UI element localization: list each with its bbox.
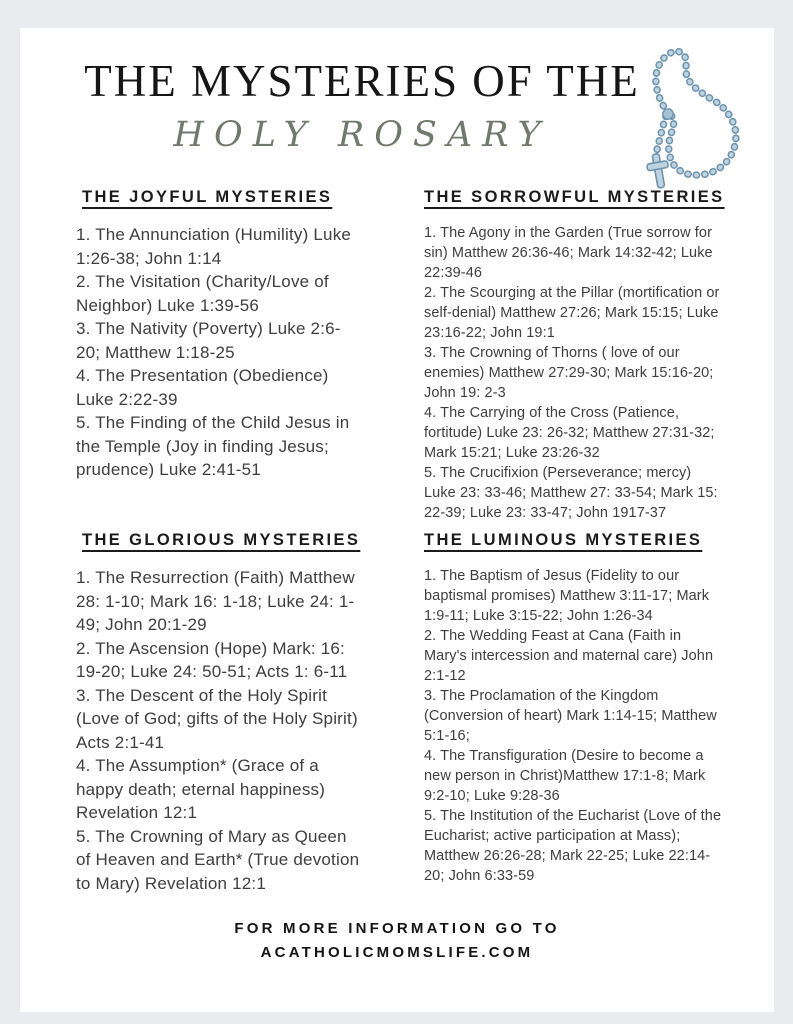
mystery-item: 1. The Resurrection (Faith) Matthew 28: 1-10; Mark 16: 1-18; Luke 24: 1-49; John 20:1-29 <box>76 568 355 635</box>
mystery-item: 2. The Scourging at the Pillar (mortification or self-denial) Matthew 27:26; Mark 15:15; Luke 23:16-22; John 19:1 <box>424 285 720 342</box>
mystery-item: 4. The Carrying of the Cross (Patience, fortitude) Luke 23: 26-32; Matthew 27:31-32; Mark 15:21; Luke 23:26-32 <box>424 405 715 462</box>
section-title-luminous: THE LUMINOUS MYSTERIES <box>424 531 703 550</box>
mystery-item: 2. The Wedding Feast at Cana (Faith in Mary's intercession and maternal care) John 2:1-12 <box>424 628 714 685</box>
section-sorrowful-mysteries <box>424 188 754 523</box>
mystery-item: 2. The Ascension (Hope) Mark: 16: 19-20; Luke 24: 50-51; Acts 1: 6-11 <box>76 638 348 682</box>
mystery-item: 2. The Visitation (Charity/Love of Neighbor) Luke 1:39-56 <box>76 272 329 315</box>
mystery-item: 3. The Descent of the Holy Spirit (Love of God; gifts of the Holy Spirit) Acts 2:1-41 <box>76 685 358 752</box>
mystery-item: 5. The Crucifixion (Perseverance; mercy) Luke 23: 33-46; Matthew 27: 33-54; Mark 15: 22-39; Luke 23: 33-47; John 1917-37 <box>424 465 718 522</box>
page-header <box>20 28 774 158</box>
mystery-item: 5. The Institution of the Eucharist (Love of the Eucharist; active participation at Mass); Matthew 26:26-28; Mark 22-25; Luke 22:14-20; John 6:33-59 <box>424 808 722 885</box>
section-title-glorious: THE GLORIOUS MYSTERIES <box>82 531 361 550</box>
mystery-item: 4. The Presentation (Obedience) Luke 2:22-39 <box>76 366 329 409</box>
page-footer <box>20 917 774 965</box>
document-page <box>20 28 774 1012</box>
footer-info-text: FOR MORE INFORMATION GO TO <box>234 920 560 938</box>
rosary-icon <box>616 42 766 204</box>
mystery-item: 4. The Assumption* (Grace of a happy death; eternal happiness) Revelation 12:1 <box>76 756 326 823</box>
mystery-item: 5. The Crowning of Mary as Queen of Heaven and Earth* (True devotion to Mary) Revelation 12:1 <box>76 826 360 893</box>
footer-website-text: ACATHOLICMOMSLIFE.COM <box>260 944 534 962</box>
mystery-item: 3. The Crowning of Thorns ( love of our enemies) Matthew 27:29-30; Mark 15:16-20; John 19: 2-3 <box>424 345 714 402</box>
rosary-medal <box>663 109 673 119</box>
section-title-joyful: THE JOYFUL MYSTERIES <box>82 188 333 207</box>
mystery-item: 1. The Agony in the Garden (True sorrow for sin) Matthew 26:36-46; Mark 14:32-42; Luke 22:39-46 <box>424 225 713 282</box>
section-luminous-mysteries <box>424 531 754 895</box>
mysteries-grid <box>76 188 774 895</box>
page-title: THE MYSTERIES OF THE <box>84 56 640 106</box>
page-subtitle: HOLY ROSARY <box>173 115 551 156</box>
section-title-sorrowful: THE SORROWFUL MYSTERIES <box>424 188 725 207</box>
mystery-item: 1. The Annunciation (Humility) Luke 1:26-38; John 1:14 <box>76 225 352 268</box>
mystery-item: 1. The Baptism of Jesus (Fidelity to our baptismal promises) Matthew 3:11-17; Mark 1:9-11; Luke 3:15-22; John 1:26-34 <box>424 568 710 625</box>
mystery-item: 5. The Finding of the Child Jesus in the Temple (Joy in finding Jesus; prudence) Luke 2:41-51 <box>76 413 350 480</box>
mystery-item: 3. The Proclamation of the Kingdom (Conversion of heart) Mark 1:14-15; Matthew 5:1-16; <box>424 688 717 745</box>
section-glorious-mysteries <box>76 531 366 895</box>
mystery-item: 4. The Transfiguration (Desire to become a new person in Christ)Matthew 17:1-8; Mark 9:2-10; Luke 9:28-36 <box>424 748 706 805</box>
mystery-item: 3. The Nativity (Poverty) Luke 2:6-20; Matthew 1:18-25 <box>76 319 341 362</box>
section-joyful-mysteries <box>76 188 366 523</box>
title-block <box>20 56 704 158</box>
